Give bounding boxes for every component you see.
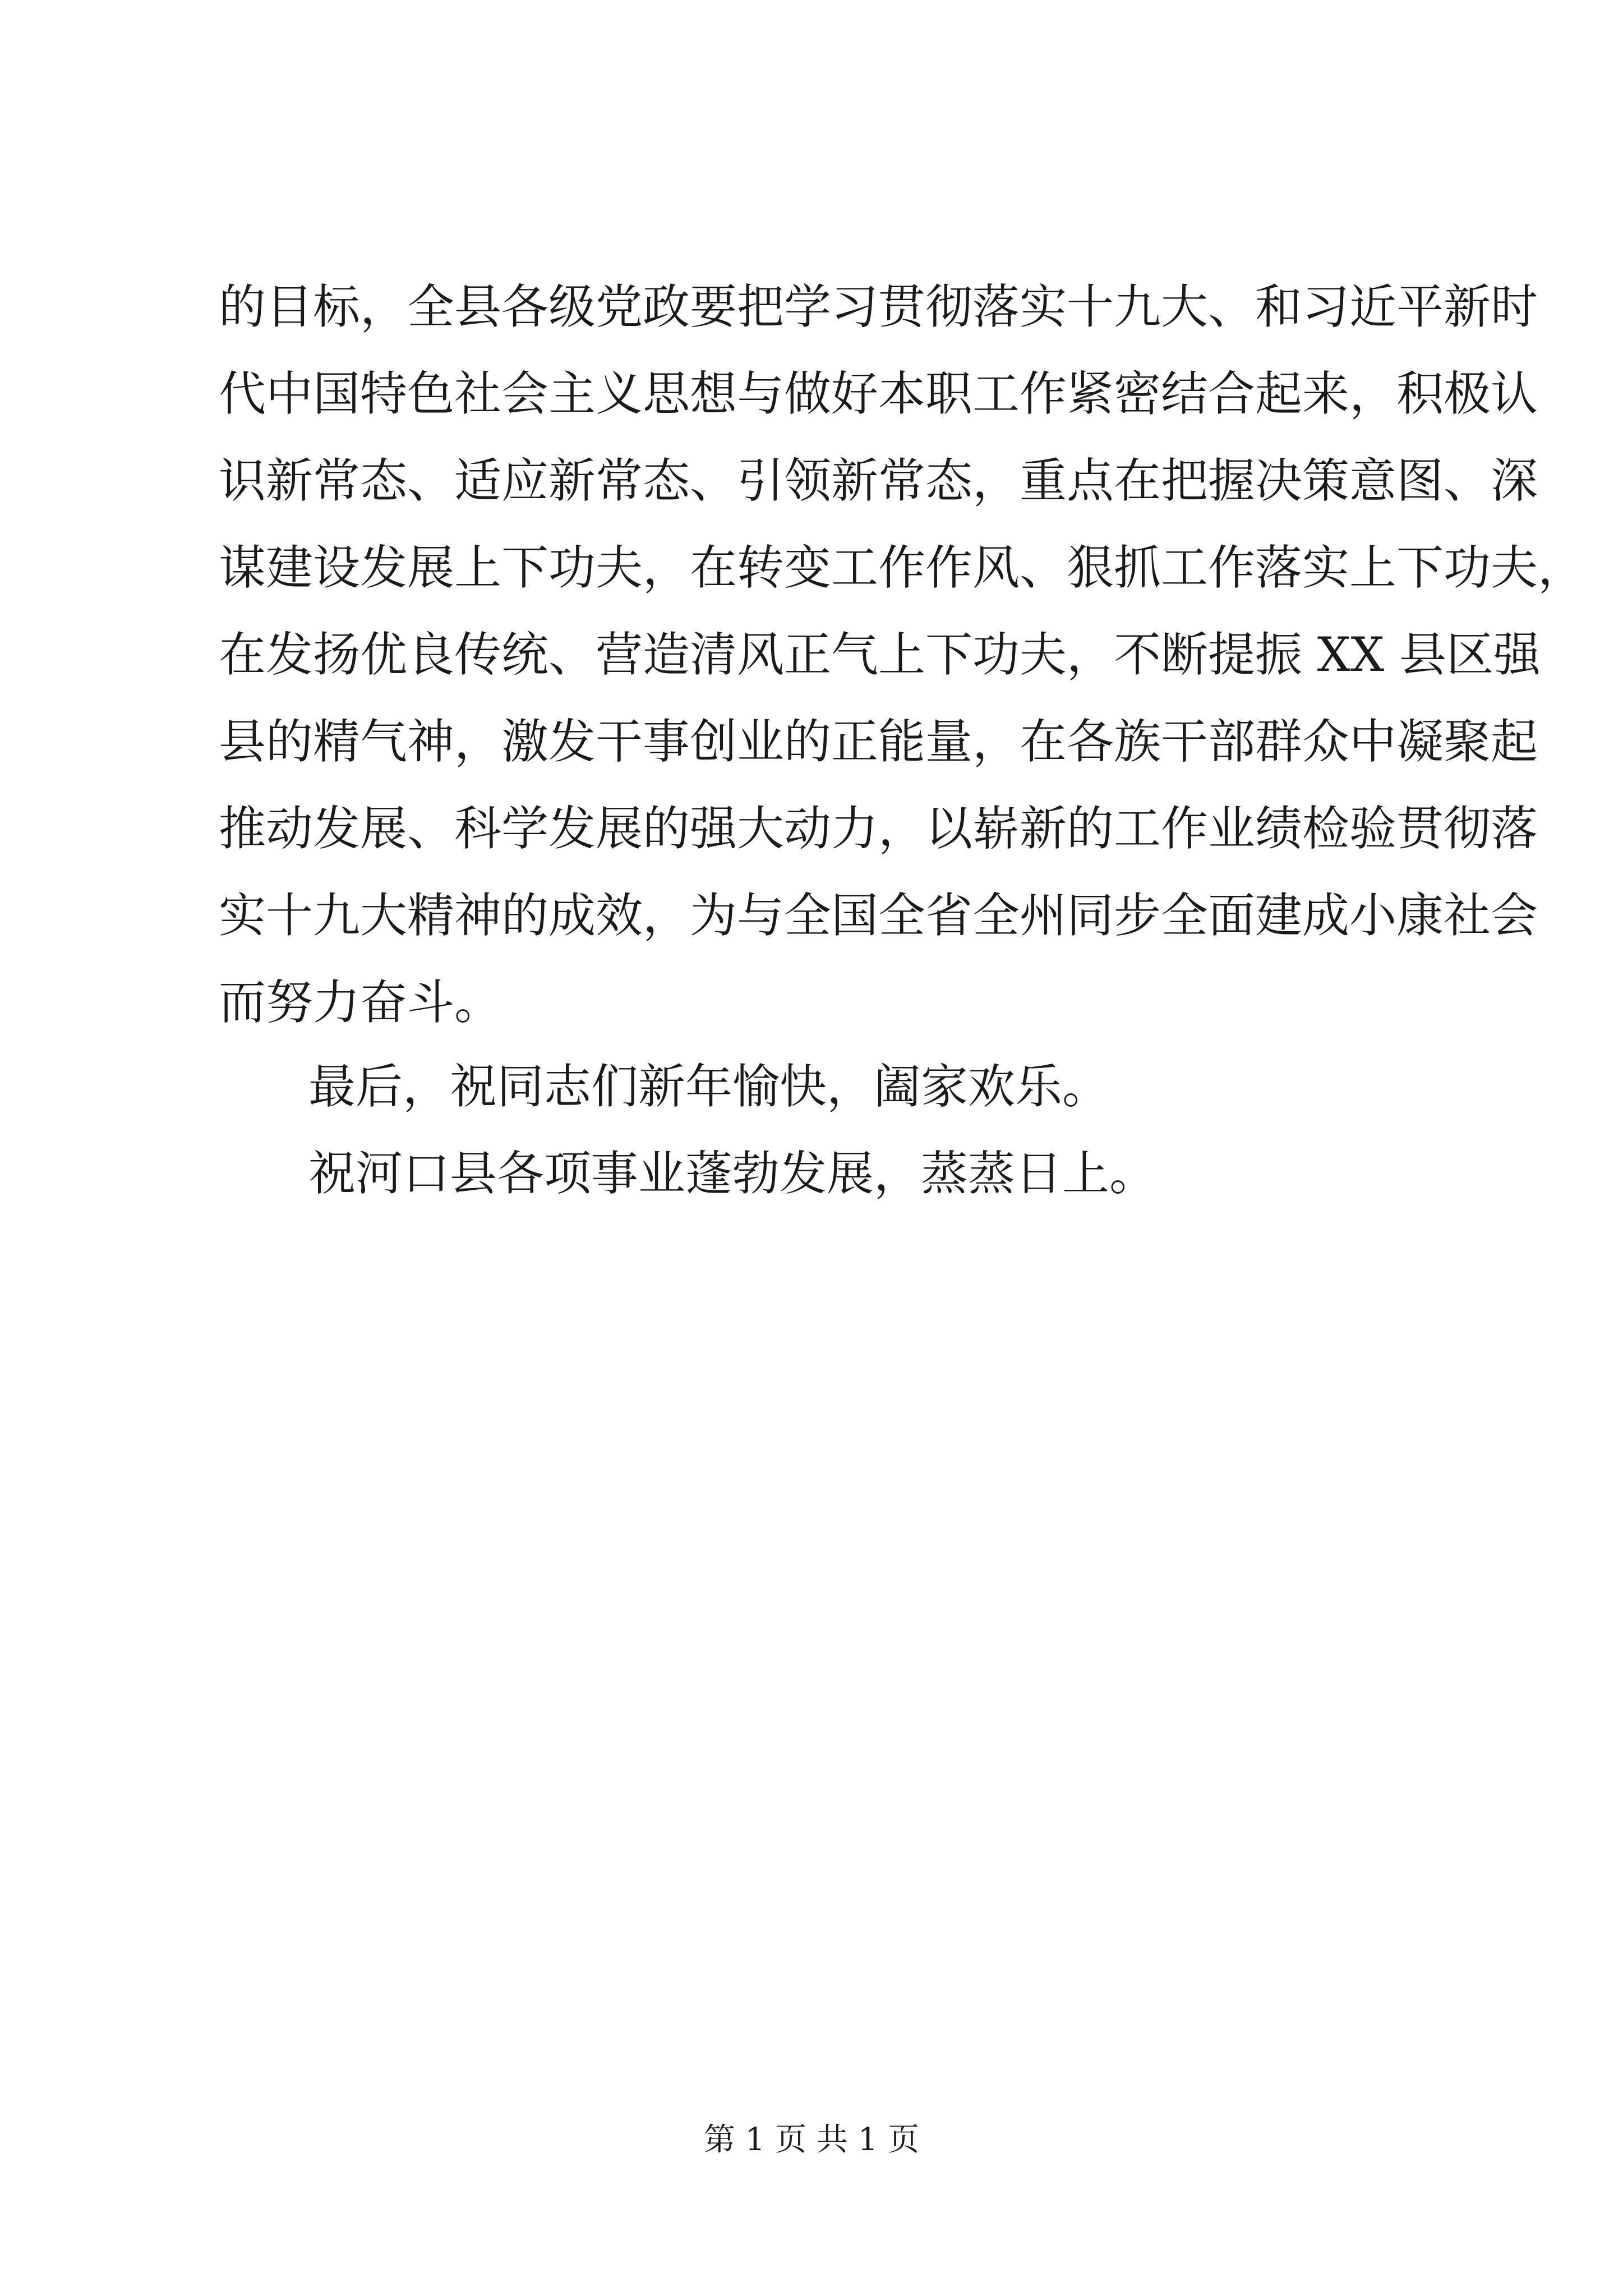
paragraph-line: 代中国特色社会主义思想与做好本职工作紧密结合起来，积极认 xyxy=(219,366,1538,421)
paragraph-line: 县的精气神，激发干事创业的正能量，在各族干部群众中凝聚起 xyxy=(219,714,1538,769)
paragraph-line: 推动发展、科学发展的强大动力，以崭新的工作业绩检验贯彻落 xyxy=(219,801,1538,856)
body-paragraph xyxy=(219,264,1585,1046)
paragraph-line: 而努力奋斗。 xyxy=(219,975,502,1030)
paragraph-line: 在发扬优良传统、营造清风正气上下功夫，不断提振 XX 县区强 xyxy=(219,627,1541,682)
paragraph-line: 实十九大精神的成效，为与全国全省全州同步全面建成小康社会 xyxy=(219,888,1538,943)
page-number-footer: 第 1 页 共 1 页 xyxy=(703,2122,920,2158)
closing-wish: 祝河口县各项事业蓬勃发展，蒸蒸日上。 xyxy=(308,1146,1157,1201)
paragraph-line: 谋建设发展上下功夫，在转变工作作风、狠抓工作落实上下功夫， xyxy=(219,540,1585,595)
closing-greeting: 最后，祝同志们新年愉快，阖家欢乐。 xyxy=(308,1059,1110,1114)
paragraph-line: 识新常态、适应新常态、引领新常态，重点在把握决策意图、深 xyxy=(219,453,1538,508)
paragraph-line: 的目标，全县各级党政要把学习贯彻落实十九大、和习近平新时 xyxy=(219,279,1538,334)
